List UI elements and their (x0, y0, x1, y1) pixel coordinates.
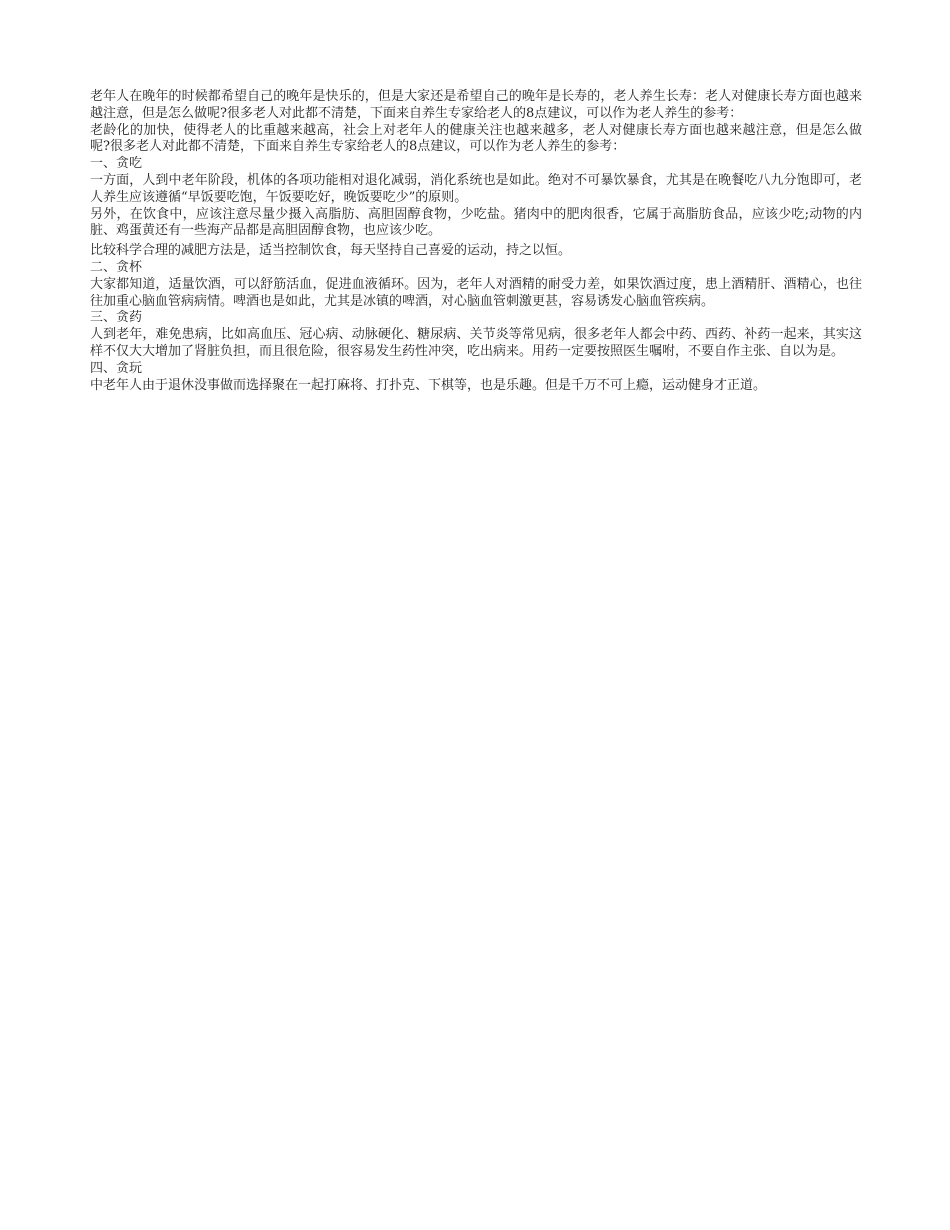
section-1-paragraph-2: 另外，在饮食中，应该注意尽量少摄入高脂肪、高胆固醇食物，少吃盐。猪肉中的肥肉很香，它属于高脂肪食品，应该少吃;动物的内脏、鸡蛋黄还有一些海产品都是高胆固醇食物，也应该少吃。 (90, 206, 862, 239)
section-heading-greedy-eating: 一、贪吃 (90, 156, 143, 172)
intro-paragraph-1: 老年人在晚年的时候都希望自己的晚年是快乐的，但是大家还是希望自己的晚年是长寿的，老人养生长寿：老人对健康长寿方面也越来越注意，但是怎么做呢?很多老人对此都不清楚，下面来自养生专家给老人的8点建议，可以作为老人养生的参考： (90, 89, 862, 121)
section-2-paragraph-1: 大家都知道，适量饮酒，可以舒筋活血，促进血液循环。因为，老年人对酒精的耐受力差，如果饮酒过度，患上酒精肝、酒精心，也往往加重心脑血管病病情。啤酒也是如此，尤其是冰镇的啤酒，对心脑血管刺激更甚，容易诱发心脑血管疾病。 (90, 276, 862, 309)
section-heading-greedy-medicine: 三、贪药 (90, 310, 143, 326)
article-body (90, 89, 862, 394)
section-1-paragraph-1: 一方面，人到中老年阶段，机体的各项功能相对退化减弱，消化系统也是如此。绝对不可暴饮暴食，尤其是在晚餐吃八九分饱即可，老人养生应该遵循“早饭要吃饱，午饭要吃好，晚饭要吃少”的原则。 (90, 172, 862, 205)
intro-paragraph-2: 老龄化的加快，使得老人的比重越来越高，社会上对老年人的健康关注也越来越多，老人对健康长寿方面也越来越注意，但是怎么做呢?很多老人对此都不清楚，下面来自养生专家给老人的8点建议，可以作为老人养生的参考： (90, 122, 862, 155)
section-heading-greedy-drinking: 二、贪杯 (90, 259, 143, 275)
section-4-paragraph-1: 中老年人由于退休没事做而选择聚在一起打麻将、打扑克、下棋等，也是乐趣。但是千万不可上瘾，运动健身才正道。 (90, 377, 767, 393)
section-heading-greedy-play: 四、贪玩 (90, 360, 143, 376)
section-1-paragraph-3: 比较科学合理的减肥方法是，适当控制饮食，每天坚持自己喜爱的运动，持之以恒。 (90, 243, 572, 259)
section-3-paragraph-1: 人到老年，难免患病，比如高血压、冠心病、动脉硬化、糖尿病、关节炎等常见病，很多老年人都会中药、西药、补药一起来，其实这样不仅大大增加了肾脏负担，而且很危险，很容易发生药性冲突，吃出病来。用药一定要按照医生嘱咐，不要自作主张、自以为是。 (90, 327, 862, 359)
